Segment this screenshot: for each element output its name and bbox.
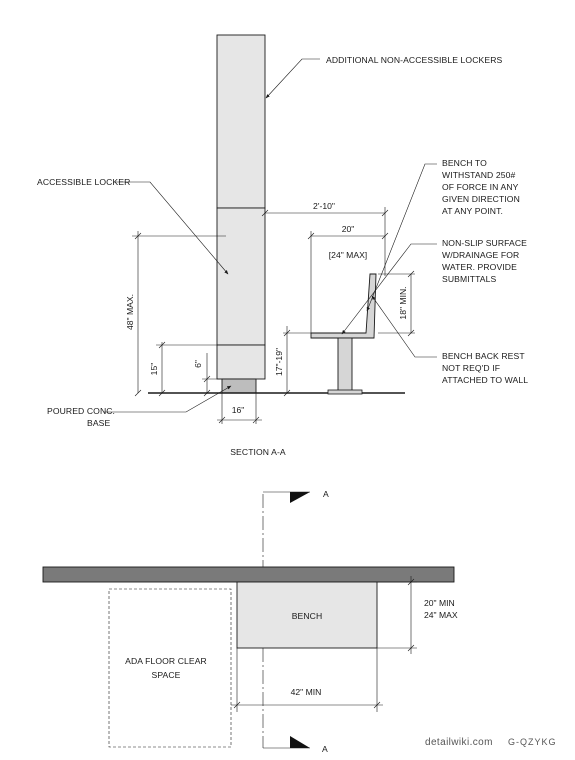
label-non-slip-2: W/DRAINAGE FOR bbox=[442, 250, 520, 260]
section-text bbox=[37, 55, 528, 457]
label-base-2: BASE bbox=[87, 418, 111, 428]
bench-label: BENCH bbox=[291, 611, 323, 621]
label-bench-force-1: BENCH TO bbox=[442, 158, 487, 168]
label-bench-force-3: OF FORCE IN ANY bbox=[442, 182, 519, 192]
clear-space-label-2: SPACE bbox=[151, 670, 181, 680]
wall-plan bbox=[43, 567, 454, 582]
bench-seat-and-back bbox=[311, 274, 376, 338]
plan-view bbox=[43, 489, 458, 754]
section-title: SECTION A-A bbox=[230, 447, 286, 457]
dim-clear-depth: 2'-10" bbox=[313, 201, 335, 211]
label-additional-lockers: ADDITIONAL NON-ACCESSIBLE LOCKERS bbox=[326, 55, 503, 65]
leader-accessible-locker bbox=[115, 182, 228, 274]
section-marker-bottom-label: A bbox=[322, 744, 328, 754]
dim-bench-depth: 20" bbox=[341, 224, 355, 234]
label-bench-force-4: GIVEN DIRECTION bbox=[442, 194, 520, 204]
ada-floor-clear-space bbox=[109, 589, 231, 747]
label-bench-force-5: AT ANY POINT. bbox=[442, 206, 503, 216]
label-non-slip-1: NON-SLIP SURFACE bbox=[442, 238, 528, 248]
watermark-site: detailwiki.com bbox=[425, 737, 493, 748]
label-bench-back-1: BENCH BACK REST bbox=[442, 351, 525, 361]
leader-additional-lockers bbox=[266, 59, 320, 98]
dim-seat-height: 17"-19" bbox=[274, 347, 284, 377]
dim-width: 42" MIN bbox=[290, 687, 322, 697]
label-bench-force-2: WITHSTAND 250# bbox=[442, 170, 516, 180]
dim-base-height: 6" bbox=[193, 360, 203, 368]
dim-base-width: 16" bbox=[231, 405, 245, 415]
watermark-code: G-QZYKG bbox=[508, 737, 557, 747]
accessible-locker-body bbox=[217, 208, 265, 345]
label-accessible-locker: ACCESSIBLE LOCKER bbox=[37, 177, 131, 187]
bench-section bbox=[311, 274, 376, 394]
dim-depth-max: 24" MAX bbox=[424, 610, 458, 620]
clear-space-label-1: ADA FLOOR CLEAR bbox=[125, 656, 207, 666]
section-marker-top bbox=[263, 489, 329, 503]
locker-lower-base-panel bbox=[217, 345, 265, 379]
section-a-a bbox=[37, 35, 528, 457]
dim-depth-min: 20" MIN bbox=[424, 598, 455, 608]
leader-lines bbox=[104, 59, 437, 412]
watermark bbox=[425, 737, 557, 748]
section-marker-top-label: A bbox=[323, 489, 329, 499]
label-bench-back-2: NOT REQ'D IF bbox=[442, 363, 501, 373]
bench-pedestal bbox=[338, 338, 352, 391]
leader-base bbox=[104, 386, 231, 412]
label-bench-back-3: ATTACHED TO WALL bbox=[442, 375, 529, 385]
poured-concrete-base bbox=[222, 379, 256, 393]
label-base-1: POURED CONC. bbox=[47, 406, 116, 416]
dim-reach-low: 15" bbox=[149, 362, 159, 376]
section-marker-bottom bbox=[263, 736, 328, 754]
locker-column bbox=[217, 35, 265, 393]
dim-back-height: 18" MIN. bbox=[398, 286, 408, 320]
dim-bench-depth-max: [24" MAX] bbox=[328, 250, 368, 260]
upper-non-accessible-lockers bbox=[217, 35, 265, 208]
label-non-slip-3: WATER. PROVIDE bbox=[442, 262, 517, 272]
label-non-slip-4: SUBMITTALS bbox=[442, 274, 497, 284]
bench-foot-plate bbox=[328, 390, 362, 394]
dim-locker-max: 48" MAX. bbox=[125, 293, 135, 331]
